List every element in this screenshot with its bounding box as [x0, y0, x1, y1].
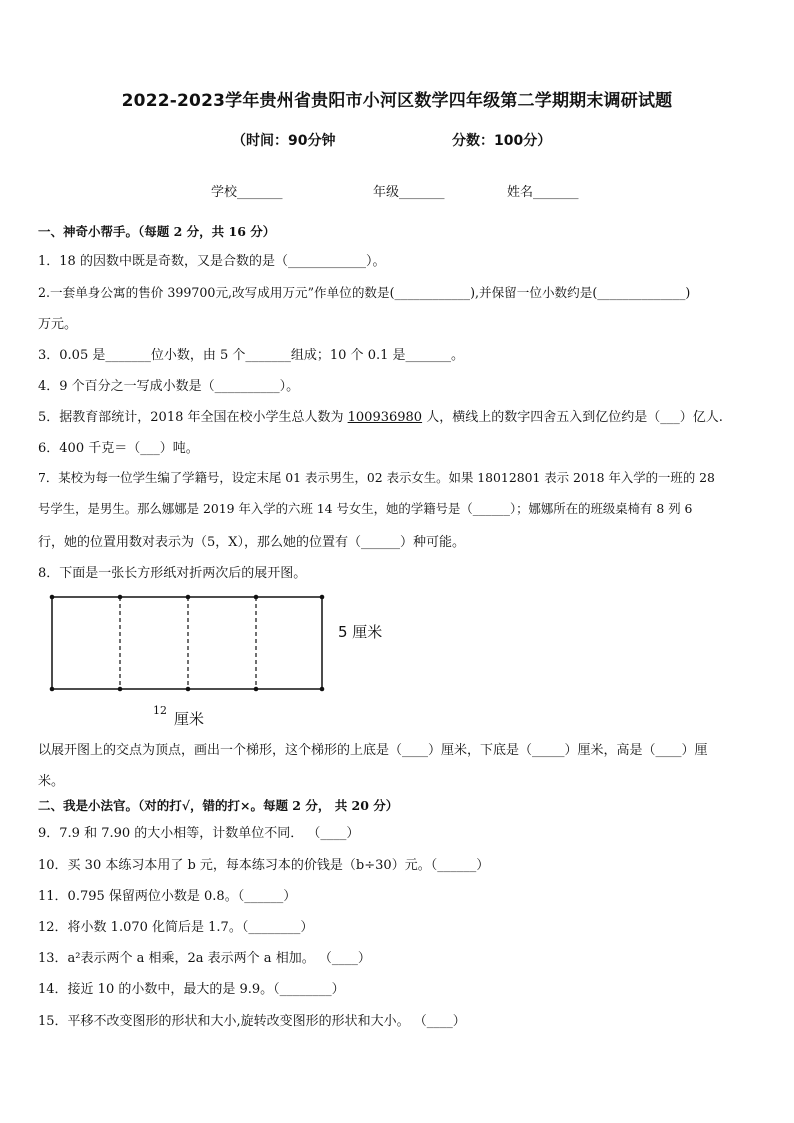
width-unit: 厘米	[174, 710, 205, 728]
section-1-heading: 一、神奇小帮手。（每题 2 分，共 16 分）	[38, 224, 276, 239]
question-12: 12．将小数 1.070 化简后是 1.7。（________）	[38, 920, 314, 935]
point	[320, 595, 325, 600]
height-label: 5 厘米	[338, 623, 383, 641]
page-title: 2022-2023学年贵州省贵阳市小河区数学四年级第二学期期末调研试题	[121, 91, 673, 111]
paper-rectangle	[52, 597, 322, 689]
point	[254, 687, 259, 692]
question-1: 1．18 的因数中既是奇数，又是合数的是（____________）。	[38, 254, 386, 269]
question-8: 8．下面是一张长方形纸对折两次后的展开图。	[38, 566, 307, 581]
question-4: 4．9 个百分之一写成小数是（__________）。	[38, 379, 300, 394]
point	[254, 595, 259, 600]
question-3: 3．0.05 是_______位小数，由 5 个_______组成；10 个 0.1 是_______。	[38, 348, 464, 363]
question-7-line-2: 号学生，是男生。那么娜娜是 2019 年入学的六班 14 号女生，她的学籍号是（______）；娜娜所在的班级桌椅有 8 列 6	[38, 501, 693, 516]
point	[320, 687, 325, 692]
intersection-points	[50, 595, 325, 692]
question-11: 11．0.795 保留两位小数是 0.8。（______）	[38, 889, 297, 904]
question-8-line-2: 以展开图上的交点为顶点，画出一个梯形，这个梯形的上底是（____）厘米，下底是（_____）厘米，高是（____）厘	[38, 743, 708, 758]
point	[186, 687, 191, 692]
question-10: 10．买 30 本练习本用了 b 元，每本练习本的价钱是（b÷30）元。（______）	[38, 858, 490, 873]
question-7-line-3: 行，她的位置用数对表示为（5，X），那么她的位置有（______）种可能。	[38, 535, 466, 550]
point	[186, 595, 191, 600]
question-5-underlined-number: 100936980	[347, 410, 423, 425]
question-5-text-after: 人，横线上的数字四舍五入到亿位约是（___）亿人.	[422, 410, 723, 425]
point	[118, 595, 123, 600]
school-field: 学校_______	[211, 185, 283, 200]
width-number: 12	[153, 704, 167, 717]
point	[118, 687, 123, 692]
point	[50, 687, 55, 692]
question-9: 9．7.9 和 7.90 的大小相等，计数单位不同． （____）	[38, 826, 360, 841]
grade-field: 年级_______	[373, 185, 445, 200]
point	[50, 595, 55, 600]
time-label: （时间：90分钟	[232, 133, 336, 149]
question-5-text-before: 5．据教育部统计，2018 年全国在校小学生总人数为	[38, 410, 348, 425]
question-7-line-1: 7．某校为每一位学生编了学籍号，设定末尾 01 表示男生，02 表示女生。如果 18012801 表示 2018 年入学的一班的 28	[38, 470, 715, 485]
section-2-heading: 二、我是小法官。（对的打√，错的打×。每题 2 分， 共 20 分）	[38, 798, 399, 813]
question-15: 15．平移不改变图形的形状和大小,旋转改变图形的形状和大小。 （____）	[38, 1014, 466, 1029]
question-2: 2.一套单身公寓的售价 399700元,改写成用万元”作单位的数是(____________),并保留一位小数约是(______________)	[38, 285, 691, 300]
question-2-cont: 万元。	[38, 317, 78, 332]
question-6: 6．400 千克＝（___）吨。	[38, 441, 199, 456]
name-field: 姓名_______	[507, 185, 579, 200]
score-label: 分数：100分）	[452, 133, 552, 149]
question-14: 14．接近 10 的小数中，最大的是 9.9。（________）	[38, 982, 345, 997]
question-8-line-3: 米。	[38, 774, 65, 789]
question-13: 13．a²表示两个 a 相乘，2a 表示两个 a 相加。 （____）	[38, 951, 371, 966]
